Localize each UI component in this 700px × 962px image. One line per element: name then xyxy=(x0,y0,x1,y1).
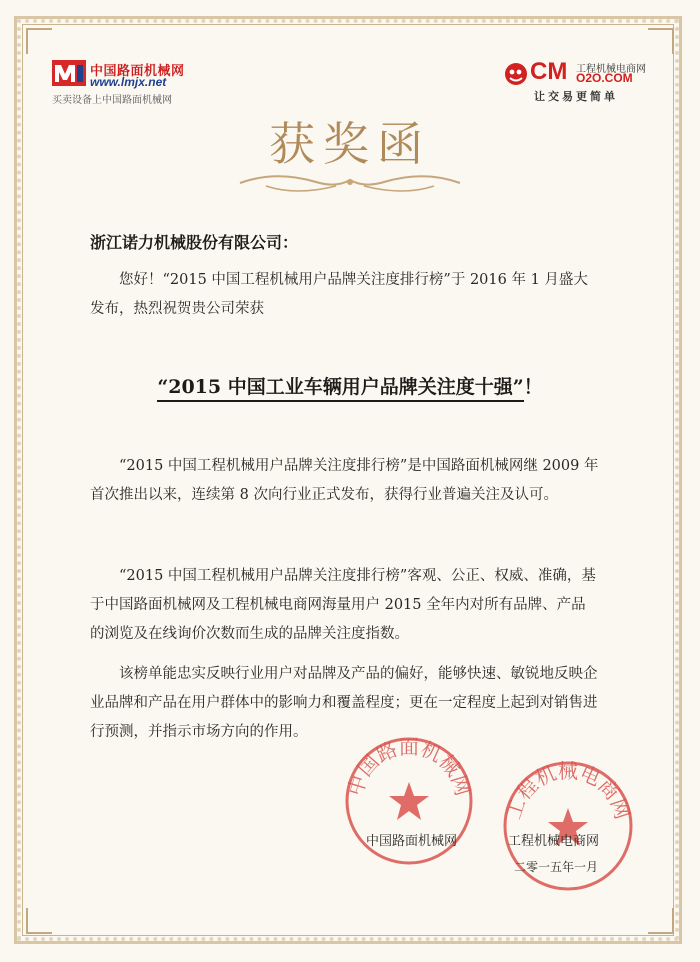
cmo2o-logo xyxy=(502,58,652,102)
award-title xyxy=(0,372,700,399)
body-paragraph: 该榜单能忠实反映行业用户对品牌及产品的偏好，能够快速、敏锐地反映企业品牌和产品在用户群体中的影响力和覆盖程度；更在一定程度上起到对销售进行预测，并指示市场方向的作用。 xyxy=(90,666,598,740)
crane-mascot-icon xyxy=(502,58,532,88)
recipient-line: 浙江诺力机械股份有限公司： xyxy=(90,233,299,252)
signer-cmo2o: 工程机械电商网 xyxy=(508,834,600,849)
cmo2o-name: 工程机械电商网 xyxy=(576,64,646,75)
cmo2o-slogan: 让交易更简单 xyxy=(534,91,618,103)
lmjx-logo-icon xyxy=(52,60,86,86)
lmjx-logo-name: 中国路面机械网 xyxy=(90,63,185,78)
body-paragraph: “2015 中国工程机械用户品牌关注度排行榜”是中国路面机械网继 2009 年首次推出以来，连续第 8 次向行业正式发布，获得行业普遍关注及认可。 xyxy=(90,458,599,503)
cmo2o-domain: O2O.COM xyxy=(576,71,633,85)
corner-ornament xyxy=(26,908,52,934)
body-paragraph: “2015 中国工程机械用户品牌关注度排行榜”客观、公正、权威、准确，基于中国路面机械网及工程机械电商网海量用户 2015 全年内对所有品牌、产品的浏览及在线询价次数而生成的品牌关注度指数。 xyxy=(90,568,596,642)
corner-ornament xyxy=(648,28,674,54)
corner-ornament xyxy=(648,908,674,934)
issue-date: 二零一五年一月 xyxy=(514,860,599,874)
signer-lmjx: 中国路面机械网 xyxy=(366,834,458,849)
intro-paragraph: 您好！“2015 中国工程机械用户品牌关注度排行榜”于 2016 年 1 月盛大发布，热烈祝贺贵公司荣获 xyxy=(90,272,588,317)
lmjx-logo-slogan: 买卖设备上中国路面机械网 xyxy=(52,95,172,106)
seal-text: 中国路面机械网 xyxy=(342,735,476,799)
title-flourish-ornament xyxy=(236,168,464,198)
page-title: 获奖函 xyxy=(269,117,431,171)
cmo2o-brand: CM xyxy=(530,58,568,85)
lmjx-logo xyxy=(52,58,222,106)
award-name: “2015 中国工业车辆用户品牌关注度十强” xyxy=(157,376,523,402)
award-suffix: ！ xyxy=(523,376,543,398)
lmjx-logo-url: www.lmjx.net xyxy=(90,75,167,89)
seal-text: 工程机械电商网 xyxy=(501,759,635,823)
corner-ornament xyxy=(26,28,52,54)
